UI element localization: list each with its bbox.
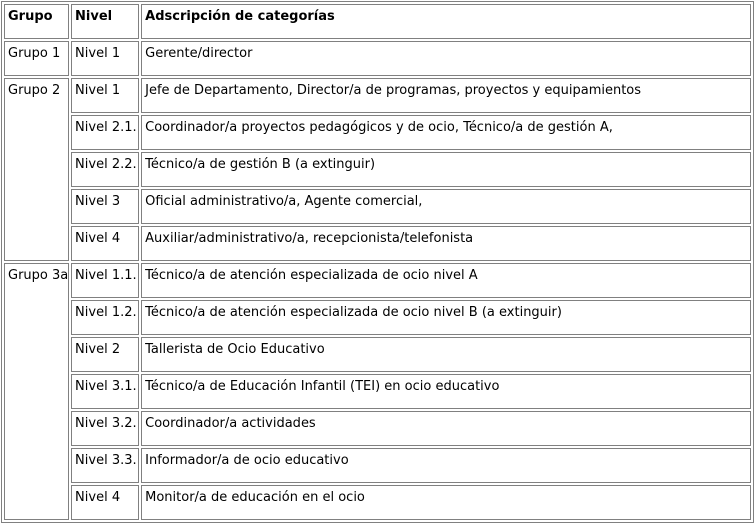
nivel-cell: Nivel 1.2. [71,300,139,335]
table-row [4,485,751,520]
table-row [4,337,751,372]
categorias-cell: Jefe de Departamento, Director/a de programas, proyectos y equipamientos [141,78,751,113]
grupo-cell: Grupo 2 [4,78,69,261]
table-row [4,411,751,446]
table-row [4,41,751,76]
category-table [1,1,754,523]
table-row [4,152,751,187]
nivel-cell: Nivel 2.2. [71,152,139,187]
categorias-cell: Técnico/a de Educación Infantil (TEI) en ocio educativo [141,374,751,409]
nivel-cell: Nivel 3.2. [71,411,139,446]
nivel-cell: Nivel 1 [71,78,139,113]
table-header-row [4,4,751,39]
nivel-cell: Nivel 4 [71,226,139,261]
categorias-cell: Monitor/a de educación en el ocio [141,485,751,520]
header-nivel: Nivel [71,4,139,39]
categorias-cell: Coordinador/a proyectos pedagógicos y de ocio, Técnico/a de gestión A, [141,115,751,150]
nivel-cell: Nivel 3.3. [71,448,139,483]
nivel-cell: Nivel 1.1. [71,263,139,298]
nivel-cell: Nivel 3 [71,189,139,224]
document-page [1,1,754,523]
table-row [4,263,751,298]
categorias-cell: Gerente/director [141,41,751,76]
table-body [4,41,751,520]
grupo-cell: Grupo 1 [4,41,69,76]
categorias-cell: Tallerista de Ocio Educativo [141,337,751,372]
header-grupo: Grupo [4,4,69,39]
categorias-cell: Técnico/a de gestión B (a extinguir) [141,152,751,187]
header-adscripcion: Adscripción de categorías [141,4,751,39]
categorias-cell: Auxiliar/administrativo/a, recepcionista/telefonista [141,226,751,261]
categorias-cell: Técnico/a de atención especializada de ocio nivel B (a extinguir) [141,300,751,335]
categorias-cell: Oficial administrativo/a, Agente comercial, [141,189,751,224]
categorias-cell: Técnico/a de atención especializada de ocio nivel A [141,263,751,298]
nivel-cell: Nivel 2.1. [71,115,139,150]
table-row [4,189,751,224]
table-row [4,374,751,409]
table-row [4,115,751,150]
nivel-cell: Nivel 4 [71,485,139,520]
categorias-cell: Informador/a de ocio educativo [141,448,751,483]
nivel-cell: Nivel 3.1. [71,374,139,409]
table-row [4,300,751,335]
table-row [4,78,751,113]
table-row [4,226,751,261]
nivel-cell: Nivel 2 [71,337,139,372]
categorias-cell: Coordinador/a actividades [141,411,751,446]
nivel-cell: Nivel 1 [71,41,139,76]
table-row [4,448,751,483]
grupo-cell: Grupo 3a [4,263,69,520]
